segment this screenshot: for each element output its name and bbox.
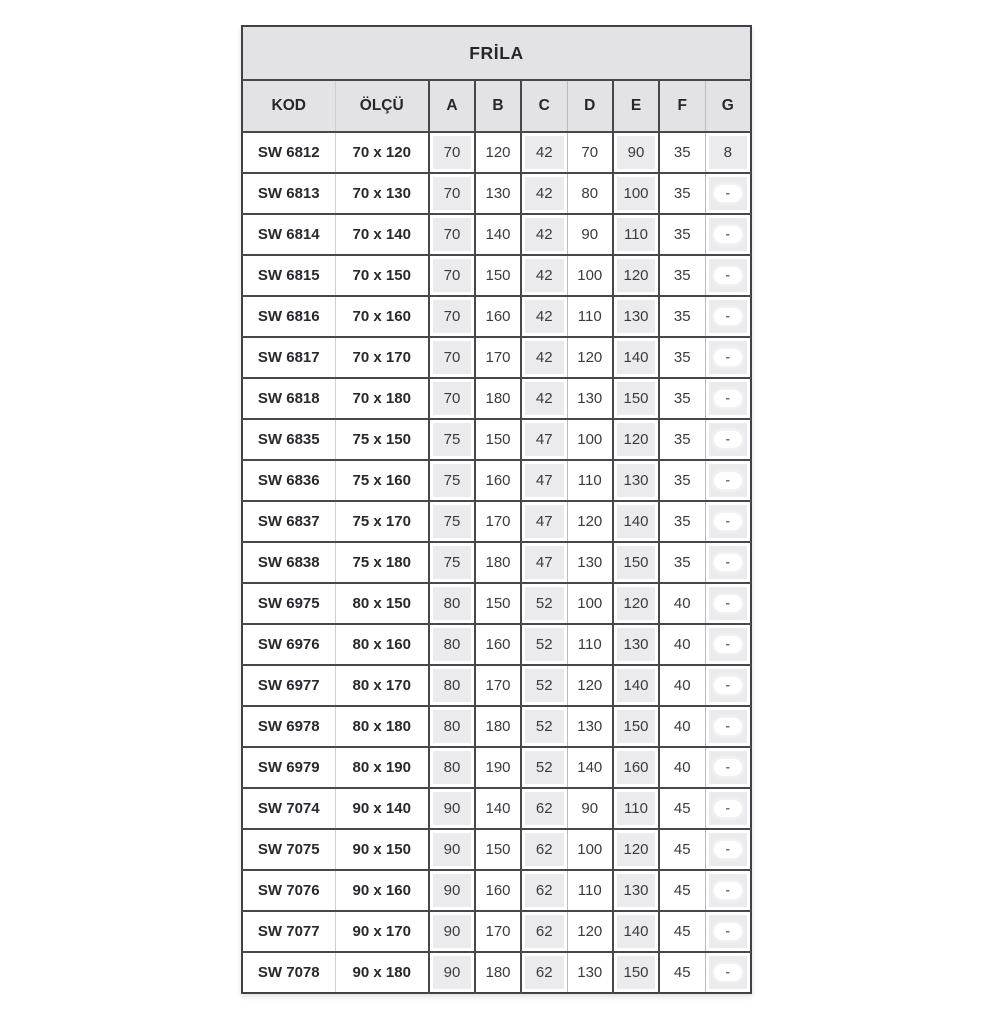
value-cell: 110: [567, 870, 613, 911]
value-cell: [705, 952, 751, 993]
table-body: [242, 132, 751, 993]
kod-cell: SW 6976: [242, 624, 335, 665]
value-cell: 40: [659, 665, 705, 706]
value-cell: 35: [659, 255, 705, 296]
value-cell: [705, 911, 751, 952]
value-cell: [705, 542, 751, 583]
kod-cell: SW 7075: [242, 829, 335, 870]
column-header: A: [429, 80, 475, 132]
empty-dash: -: [714, 595, 742, 612]
value-cell: 45: [659, 911, 705, 952]
value-cell: 150: [475, 255, 521, 296]
kod-cell: SW 6816: [242, 296, 335, 337]
value-cell: 75: [429, 501, 475, 542]
value-cell: 40: [659, 706, 705, 747]
olcu-cell: 70 x 160: [335, 296, 429, 337]
value-cell: 80: [429, 665, 475, 706]
value-cell: 70: [567, 132, 613, 173]
value-cell: [705, 747, 751, 788]
value-cell: 70: [429, 132, 475, 173]
table-row: [242, 542, 751, 583]
value-cell: 52: [521, 665, 567, 706]
kod-cell: SW 7078: [242, 952, 335, 993]
value-cell: 130: [567, 378, 613, 419]
value-cell: 130: [613, 460, 659, 501]
table-row: [242, 952, 751, 993]
value-cell: 40: [659, 583, 705, 624]
value-cell: 80: [429, 706, 475, 747]
olcu-cell: 70 x 140: [335, 214, 429, 255]
value-cell: 45: [659, 952, 705, 993]
column-header: E: [613, 80, 659, 132]
value-cell: [705, 583, 751, 624]
value-cell: 160: [475, 870, 521, 911]
column-header: B: [475, 80, 521, 132]
value-cell: 45: [659, 870, 705, 911]
value-cell: 110: [567, 460, 613, 501]
column-header: C: [521, 80, 567, 132]
olcu-cell: 75 x 150: [335, 419, 429, 460]
value-cell: [705, 788, 751, 829]
value-cell: 120: [567, 337, 613, 378]
value-cell: 140: [613, 501, 659, 542]
value-cell: 70: [429, 378, 475, 419]
value-cell: [705, 296, 751, 337]
value-cell: 150: [475, 419, 521, 460]
empty-dash: -: [714, 390, 742, 407]
olcu-cell: 70 x 170: [335, 337, 429, 378]
table-row: [242, 747, 751, 788]
olcu-cell: 90 x 140: [335, 788, 429, 829]
empty-dash: -: [714, 554, 742, 571]
value-cell: 52: [521, 747, 567, 788]
column-header: F: [659, 80, 705, 132]
value-cell: 160: [475, 460, 521, 501]
olcu-cell: 90 x 170: [335, 911, 429, 952]
value-cell: 42: [521, 173, 567, 214]
kod-cell: SW 7074: [242, 788, 335, 829]
table-row: [242, 870, 751, 911]
empty-dash: -: [714, 841, 742, 858]
empty-dash: -: [714, 267, 742, 284]
kod-cell: SW 7077: [242, 911, 335, 952]
table-row: [242, 624, 751, 665]
value-cell: [705, 706, 751, 747]
value-cell: 140: [613, 665, 659, 706]
value-cell: 130: [475, 173, 521, 214]
table-row: [242, 665, 751, 706]
table-row: [242, 788, 751, 829]
empty-dash: -: [714, 308, 742, 325]
value-cell: 35: [659, 501, 705, 542]
value-cell: 35: [659, 214, 705, 255]
table-row: [242, 419, 751, 460]
value-cell: 100: [613, 173, 659, 214]
value-cell: [705, 624, 751, 665]
olcu-cell: 80 x 190: [335, 747, 429, 788]
value-cell: 150: [613, 952, 659, 993]
value-cell: 180: [475, 542, 521, 583]
value-cell: 130: [567, 952, 613, 993]
value-cell: [705, 419, 751, 460]
value-cell: 110: [613, 788, 659, 829]
empty-dash: -: [714, 431, 742, 448]
value-cell: 90: [429, 911, 475, 952]
title-row: [242, 26, 751, 80]
table-row: [242, 255, 751, 296]
value-cell: 45: [659, 788, 705, 829]
value-cell: 47: [521, 460, 567, 501]
value-cell: 90: [429, 829, 475, 870]
value-cell: 62: [521, 829, 567, 870]
value-cell: 120: [613, 829, 659, 870]
value-cell: [705, 460, 751, 501]
kod-cell: SW 6838: [242, 542, 335, 583]
olcu-cell: 70 x 120: [335, 132, 429, 173]
table-row: [242, 132, 751, 173]
value-cell: 62: [521, 952, 567, 993]
value-cell: 40: [659, 747, 705, 788]
kod-cell: SW 6835: [242, 419, 335, 460]
kod-cell: SW 7076: [242, 870, 335, 911]
value-cell: 42: [521, 214, 567, 255]
value-cell: 190: [475, 747, 521, 788]
kod-cell: SW 6979: [242, 747, 335, 788]
value-cell: [705, 214, 751, 255]
table-row: [242, 706, 751, 747]
value-cell: [705, 378, 751, 419]
empty-dash: -: [714, 472, 742, 489]
spec-table-container: [241, 25, 749, 994]
value-cell: 70: [429, 296, 475, 337]
value-cell: 80: [567, 173, 613, 214]
column-header: KOD: [242, 80, 335, 132]
table-row: [242, 337, 751, 378]
value-cell: 100: [567, 829, 613, 870]
value-cell: 140: [613, 911, 659, 952]
value-cell: 140: [475, 788, 521, 829]
value-cell: 130: [567, 706, 613, 747]
kod-cell: SW 6812: [257, 144, 320, 161]
value-cell: [705, 870, 751, 911]
value-cell: 70: [429, 214, 475, 255]
value-cell: 120: [613, 255, 659, 296]
value-cell: 90: [567, 214, 613, 255]
value-cell: 120: [613, 419, 659, 460]
olcu-cell: 80 x 150: [335, 583, 429, 624]
table-row: [242, 378, 751, 419]
kod-cell: SW 6818: [242, 378, 335, 419]
olcu-cell: 75 x 170: [335, 501, 429, 542]
value-cell: 140: [613, 337, 659, 378]
value-cell: 8: [705, 132, 751, 173]
empty-dash: -: [714, 349, 742, 366]
value-cell: 35: [659, 296, 705, 337]
value-cell: 180: [475, 952, 521, 993]
empty-dash: -: [714, 185, 742, 202]
value-cell: 170: [475, 501, 521, 542]
value-cell: 120: [475, 132, 521, 173]
value-cell: 130: [613, 870, 659, 911]
value-cell: 90: [429, 788, 475, 829]
value-cell: 140: [475, 214, 521, 255]
value-cell: 47: [521, 419, 567, 460]
value-cell: 170: [475, 665, 521, 706]
olcu-cell: 90 x 180: [335, 952, 429, 993]
value-cell: 70: [429, 337, 475, 378]
value-cell: [705, 337, 751, 378]
value-cell: 170: [475, 337, 521, 378]
empty-dash: -: [714, 677, 742, 694]
column-header: ÖLÇÜ: [335, 80, 429, 132]
value-cell: 75: [429, 542, 475, 583]
value-cell: 80: [429, 747, 475, 788]
value-cell: 80: [429, 624, 475, 665]
olcu-cell: 70 x 180: [335, 378, 429, 419]
olcu-cell: 70 x 130: [335, 173, 429, 214]
table-title: FRİLA: [242, 26, 751, 80]
value-cell: 35: [659, 132, 705, 173]
value-cell: 40: [659, 624, 705, 665]
value-cell: 140: [567, 747, 613, 788]
empty-dash: -: [714, 513, 742, 530]
olcu-cell: 80 x 160: [335, 624, 429, 665]
value-cell: [705, 829, 751, 870]
value-cell: 130: [613, 296, 659, 337]
value-cell: 47: [521, 501, 567, 542]
value-cell: 90: [429, 952, 475, 993]
value-cell: 75: [429, 419, 475, 460]
olcu-cell: 75 x 160: [335, 460, 429, 501]
value-cell: 35: [659, 337, 705, 378]
kod-cell: SW 6813: [242, 173, 335, 214]
value-cell: [705, 665, 751, 706]
kod-cell: SW 6836: [242, 460, 335, 501]
value-cell: 62: [521, 788, 567, 829]
value-cell: 120: [567, 501, 613, 542]
olcu-cell: 90 x 150: [335, 829, 429, 870]
value-cell: 62: [521, 870, 567, 911]
value-cell: 80: [429, 583, 475, 624]
value-cell: [705, 255, 751, 296]
kod-cell: SW 6817: [242, 337, 335, 378]
value-cell: 170: [475, 911, 521, 952]
empty-dash: -: [714, 636, 742, 653]
column-header: D: [567, 80, 613, 132]
value-cell: 75: [429, 460, 475, 501]
value-cell: 120: [567, 665, 613, 706]
olcu-cell: 90 x 160: [335, 870, 429, 911]
value-cell: 110: [567, 624, 613, 665]
empty-dash: -: [714, 226, 742, 243]
kod-cell: SW 6814: [242, 214, 335, 255]
kod-cell: SW 6975: [242, 583, 335, 624]
kod-cell: SW 6977: [242, 665, 335, 706]
value-cell: 100: [567, 419, 613, 460]
value-cell: 35: [659, 173, 705, 214]
header-row: [242, 80, 751, 132]
spec-table: [241, 25, 752, 994]
table-row: [242, 460, 751, 501]
value-cell: 120: [613, 583, 659, 624]
value-cell: 180: [475, 378, 521, 419]
value-cell: [705, 173, 751, 214]
value-cell: 35: [659, 378, 705, 419]
value-cell: 100: [567, 583, 613, 624]
value-cell: 52: [521, 624, 567, 665]
value-cell: 42: [521, 337, 567, 378]
value-cell: 35: [659, 460, 705, 501]
table-row: [242, 501, 751, 542]
value-cell: 47: [521, 542, 567, 583]
value-cell: 150: [613, 542, 659, 583]
value-cell: 42: [521, 296, 567, 337]
empty-dash: -: [714, 759, 742, 776]
value-cell: 110: [613, 214, 659, 255]
value-cell: 130: [613, 624, 659, 665]
kod-cell: SW 6815: [242, 255, 335, 296]
value-cell: 180: [475, 706, 521, 747]
olcu-cell: 80 x 180: [335, 706, 429, 747]
value-cell: 130: [567, 542, 613, 583]
empty-dash: -: [714, 718, 742, 735]
value-cell: [705, 501, 751, 542]
column-header: G: [705, 80, 751, 132]
value-cell: 90: [567, 788, 613, 829]
value-cell: 100: [567, 255, 613, 296]
kod-cell: SW 6978: [242, 706, 335, 747]
value-cell: 52: [521, 583, 567, 624]
empty-dash: -: [714, 800, 742, 817]
empty-dash: -: [714, 964, 742, 981]
value-cell: 35: [659, 542, 705, 583]
value-cell: 35: [659, 419, 705, 460]
value-cell: 90: [613, 132, 659, 173]
value-cell: 110: [567, 296, 613, 337]
value-cell: 150: [613, 706, 659, 747]
value-cell: 90: [429, 870, 475, 911]
value-cell: 70: [429, 173, 475, 214]
value-cell: 160: [613, 747, 659, 788]
table-row: [242, 214, 751, 255]
value-cell: 42: [521, 255, 567, 296]
value-cell: 150: [475, 583, 521, 624]
value-cell: 70: [429, 255, 475, 296]
empty-dash: -: [714, 923, 742, 940]
value-cell: 42: [521, 378, 567, 419]
empty-dash: -: [714, 882, 742, 899]
value-cell: 52: [521, 706, 567, 747]
table-row: [242, 296, 751, 337]
olcu-cell: 70 x 150: [335, 255, 429, 296]
kod-cell: SW 6837: [242, 501, 335, 542]
value-cell: 45: [659, 829, 705, 870]
value-cell: 150: [613, 378, 659, 419]
value-cell: 160: [475, 296, 521, 337]
value-cell: 160: [475, 624, 521, 665]
table-row: [242, 829, 751, 870]
value-cell: 120: [567, 911, 613, 952]
olcu-cell: 80 x 170: [335, 665, 429, 706]
value-cell: 62: [521, 911, 567, 952]
olcu-cell: 75 x 180: [335, 542, 429, 583]
table-row: [242, 583, 751, 624]
value-cell: 150: [475, 829, 521, 870]
value-cell: 42: [521, 132, 567, 173]
table-row: [242, 911, 751, 952]
table-row: [242, 173, 751, 214]
